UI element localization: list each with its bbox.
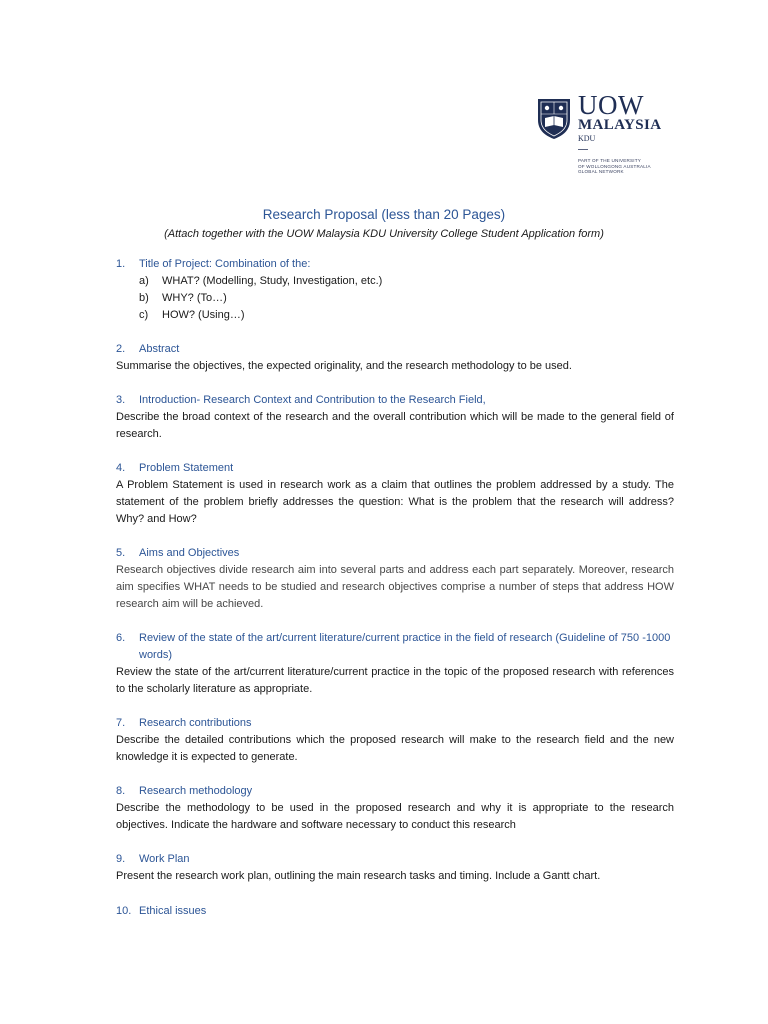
- uow-malaysia-kdu-logo: [536, 90, 686, 184]
- section-heading: [116, 715, 252, 732]
- section-number: 5.: [116, 547, 126, 559]
- section-heading: [116, 392, 486, 409]
- section-body: Describe the methodology to be used in the proposed research and why it is appropriate to the research objectives. Indicate the hardware and software necessary to conduct this research: [116, 802, 674, 831]
- section-heading-text: Aims and Objectives: [139, 547, 240, 559]
- list-item: [139, 273, 382, 290]
- logo-kdu-text: KDU: [578, 134, 596, 143]
- logo-network-line: PART OF THE UNIVERSITY: [578, 158, 642, 163]
- section-number: 6.: [116, 632, 126, 644]
- section-heading: [116, 630, 674, 664]
- section-number: 10.: [116, 905, 132, 917]
- section-number: 8.: [116, 785, 126, 797]
- section-heading-text: Review of the state of the art/current literature/current practice in the field of research (Guideline of 750 -1000 words): [139, 632, 671, 661]
- section-body: Describe the detailed contributions which the proposed research will make to the research field and the new knowledge it is expected to generate.: [116, 734, 674, 763]
- section-heading-text: Ethical issues: [139, 905, 207, 917]
- list-item-letter: a): [139, 275, 149, 287]
- section-heading-text: Research methodology: [139, 785, 253, 797]
- section-heading: [116, 545, 239, 562]
- logo-network-line: OF WOLLONGONG AUSTRALIA: [578, 163, 651, 169]
- section-number: 3.: [116, 394, 126, 406]
- list-item-text: WHY? (To…): [162, 292, 227, 304]
- section-number: 9.: [116, 853, 126, 865]
- section-body: Describe the broad context of the research and the overall contribution which will be made to the general field of research.: [116, 411, 674, 440]
- document-subtitle: (Attach together with the UOW Malaysia KDU University College Student Application form): [164, 228, 604, 240]
- section-heading-text: Work Plan: [139, 853, 190, 865]
- list-item-letter: b): [139, 292, 149, 304]
- logo-uow-text: UOW: [578, 90, 644, 120]
- list-item: [139, 307, 245, 324]
- section-heading-text: Title of Project: Combination of the:: [139, 258, 311, 270]
- logo-network-text: [578, 158, 678, 175]
- logo-network-line: GLOBAL NETWORK: [578, 169, 624, 175]
- logo-malaysia-text: MALAYSIA: [578, 117, 662, 133]
- section-body: A Problem Statement is used in research work as a claim that outlines the problem addressed by a study. The statement of the problem briefly addresses the question: What is the problem that the research will address? Why? and How?: [116, 479, 674, 525]
- section-heading: [116, 460, 233, 477]
- section-body: Review the state of the art/current literature/current practice in the topic of the proposed research with references to the scholarly literature as appropriate.: [116, 666, 674, 695]
- section-number: 2.: [116, 343, 126, 355]
- section-heading-text: Introduction- Research Context and Contribution to the Research Field,: [139, 394, 486, 406]
- section-body: Summarise the objectives, the expected originality, and the research methodology to be used.: [116, 360, 572, 372]
- section-heading: [116, 341, 179, 358]
- section-heading: [116, 851, 190, 868]
- section-number: 1.: [116, 258, 126, 270]
- logo-divider: [578, 149, 588, 150]
- section-heading: [116, 783, 252, 800]
- list-item-text: HOW? (Using…): [162, 309, 245, 321]
- section-heading-text: Research contributions: [139, 717, 252, 729]
- section-heading-text: Problem Statement: [139, 462, 234, 474]
- section-heading-text: Abstract: [139, 343, 180, 355]
- university-crest-icon: [536, 96, 572, 140]
- document-title: Research Proposal (less than 20 Pages): [262, 207, 506, 222]
- list-item-text: WHAT? (Modelling, Study, Investigation, etc.): [162, 275, 383, 287]
- section-body: Research objectives divide research aim into several parts and address each part separately. Moreover, research aim specifies WHAT needs to be studied and research objectives comprise a number of steps that address HOW research aim will be achieved.: [116, 564, 674, 610]
- section-number: 7.: [116, 717, 126, 729]
- list-item: [139, 290, 227, 307]
- section-number: 4.: [116, 462, 126, 474]
- list-item-letter: c): [139, 309, 149, 321]
- section-heading: [116, 903, 206, 920]
- section-heading: [116, 256, 310, 273]
- section-body: Present the research work plan, outlining the main research tasks and timing. Include a Gantt chart.: [116, 870, 601, 882]
